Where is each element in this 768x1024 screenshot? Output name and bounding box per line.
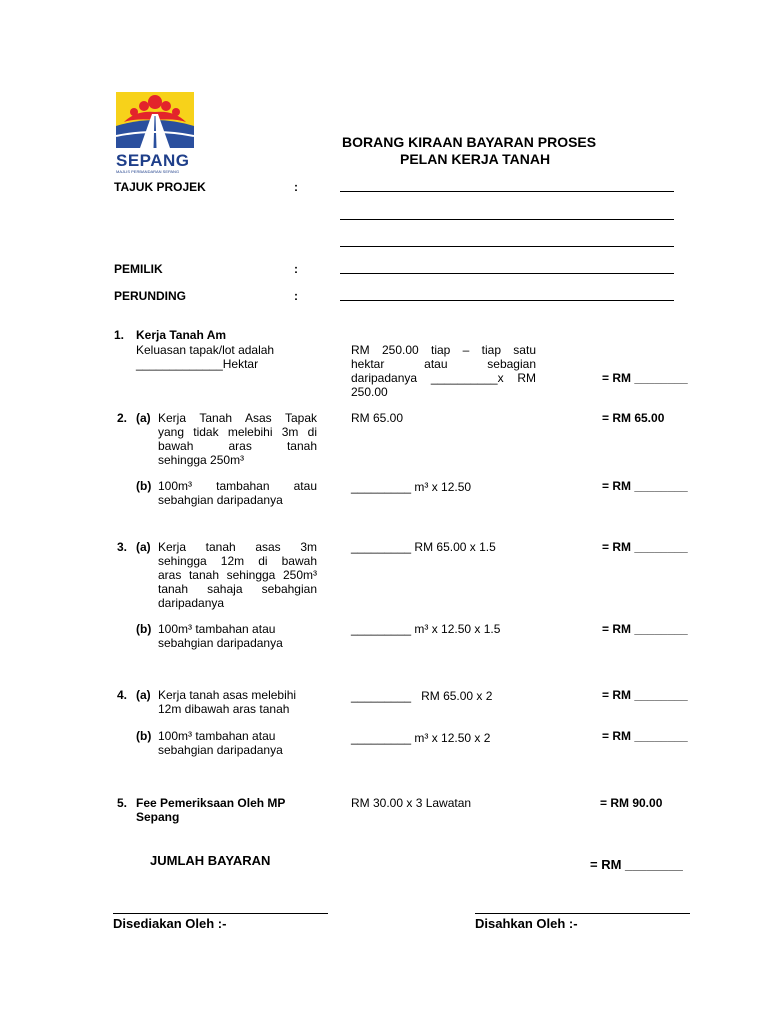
desc-line: 12m dibawah aras tanah [158, 702, 290, 716]
item-desc: Keluasan tapak/lot adalah [136, 343, 275, 357]
desc-line: Kerja Tanah Asas Tapak [158, 411, 317, 425]
form-title-line2: PELAN KERJA TANAH [400, 151, 551, 167]
rate-line: 250.00 [351, 385, 388, 399]
item-total: = RM 65.00 [602, 411, 665, 425]
item-rate [351, 343, 536, 399]
title-line: Fee Pemeriksaan Oleh MP [136, 796, 286, 810]
item-total: = RM ________ [602, 371, 688, 385]
title-line: Sepang [136, 810, 180, 824]
field-colon: : [294, 262, 298, 276]
logo-subtitle: MAJLIS PERBANDARAN SEPANG [116, 169, 180, 174]
field-colon: : [294, 289, 298, 303]
desc-line: tanah sahaja sebahgian [158, 582, 317, 596]
signature-line-left[interactable] [113, 913, 328, 914]
desc-line: bawah aras tanah [158, 439, 317, 453]
item-number: 3. [117, 540, 128, 554]
item-desc: _____________Hektar [136, 357, 259, 371]
rate-line: daripadanya __________x RM [351, 371, 536, 385]
form-title-line1: BORANG KIRAAN BAYARAN PROSES [342, 134, 597, 150]
sepang-logo [116, 92, 194, 174]
field-label-pemilik: PEMILIK [114, 262, 163, 276]
field-label-tajuk-projek: TAJUK PROJEK [114, 180, 206, 194]
item-desc [158, 411, 317, 467]
item-desc [158, 540, 317, 610]
jumlah-bayaran-label: JUMLAH BAYARAN [150, 853, 271, 868]
desc-line: 100m³ tambahan atau [158, 479, 317, 493]
item-desc [158, 688, 328, 716]
item-total: = RM ________ [602, 479, 688, 493]
desc-line: daripadanya [158, 596, 225, 610]
sepang-emblem-icon [116, 92, 194, 148]
disediakan-oleh-label: Disediakan Oleh :- [113, 916, 227, 931]
item-rate: _________ m³ x 12.50 x 1.5 [351, 622, 501, 636]
desc-line: yang tidak melebihi 3m di [158, 425, 317, 439]
item-total: = RM ________ [602, 540, 688, 554]
item-desc [158, 622, 328, 650]
perunding-line[interactable] [340, 300, 674, 301]
field-label-perunding: PERUNDING [114, 289, 187, 303]
desc-line: 100m³ tambahan atau [158, 729, 276, 743]
rate-line: hektar atau sebagian [351, 357, 536, 371]
item-sub: (a) [136, 688, 151, 702]
item-rate: _________ RM 65.00 x 1.5 [351, 540, 496, 554]
desc-line: sebahgian daripadanya [158, 743, 283, 757]
item-rate: RM 65.00 [351, 411, 404, 425]
item-total: = RM ________ [602, 622, 688, 636]
item-number: 5. [117, 796, 128, 810]
desc-line: sebahgian daripadanya [158, 636, 283, 650]
signature-line-right[interactable] [475, 913, 690, 914]
item-sub: (b) [136, 622, 152, 636]
tajuk-projek-line-3[interactable] [340, 246, 674, 247]
desc-line: 100m³ tambahan atau [158, 622, 276, 636]
logo-name: SEPANG [116, 151, 190, 170]
item-number: 4. [117, 688, 128, 702]
desc-line: sehingga 250m³ [158, 453, 245, 467]
field-colon: : [294, 180, 298, 194]
item-number: 1. [114, 328, 125, 342]
desc-line: Kerja tanah asas 3m [158, 540, 317, 554]
item-rate: _________ RM 65.00 x 2 [351, 689, 493, 703]
item-number: 2. [117, 411, 128, 425]
item-total: = RM ________ [602, 729, 688, 743]
item-sub: (a) [136, 540, 151, 554]
tajuk-projek-line-2[interactable] [340, 219, 674, 220]
item-rate: RM 30.00 x 3 Lawatan [351, 796, 472, 810]
desc-line: Kerja tanah asas melebihi [158, 688, 297, 702]
item-title: Kerja Tanah Am [136, 328, 227, 342]
rate-line: RM 250.00 tiap – tiap satu [351, 343, 536, 357]
disahkan-oleh-label: Disahkan Oleh :- [475, 916, 578, 931]
item-total: = RM ________ [602, 688, 688, 702]
item-total: = RM 90.00 [600, 796, 663, 810]
item-rate: _________ m³ x 12.50 [351, 480, 472, 494]
desc-line: aras tanah sehingga 250m³ [158, 568, 317, 582]
item-sub: (b) [136, 729, 152, 743]
item-title [136, 796, 285, 824]
desc-line: sebahgian daripadanya [158, 493, 283, 507]
tajuk-projek-line-1[interactable] [340, 191, 674, 192]
jumlah-bayaran-total: = RM ________ [590, 857, 683, 872]
item-desc [158, 729, 328, 757]
desc-line: sehingga 12m di bawah [158, 554, 317, 568]
item-sub: (a) [136, 411, 151, 425]
item-rate: _________ m³ x 12.50 x 2 [351, 731, 491, 745]
item-desc [158, 479, 317, 507]
pemilik-line[interactable] [340, 273, 674, 274]
item-sub: (b) [136, 479, 152, 493]
